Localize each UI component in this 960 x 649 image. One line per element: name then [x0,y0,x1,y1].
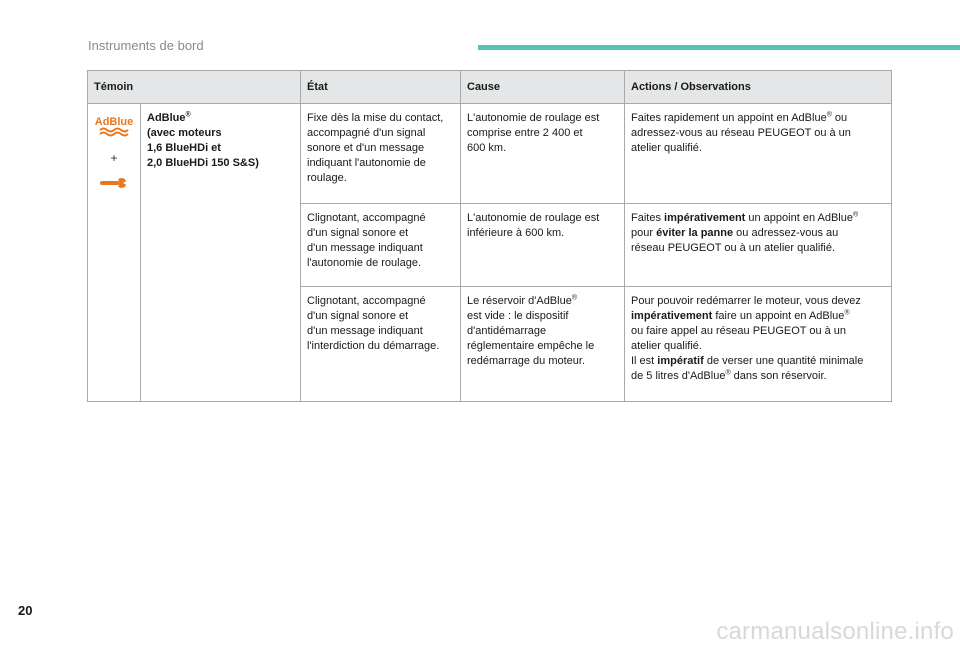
indicator-engine-2: 2,0 BlueHDi 150 S&S) [147,157,259,169]
cause-cell: Le réservoir d'AdBlue® est vide : le dispositif d'antidémarrage réglementaire empêche le redémarrage du moteur. [461,287,625,402]
section-title: Instruments de bord [88,38,204,53]
adblue-logo-text: AdBlue [94,116,134,128]
indicator-table [87,70,892,402]
adblue-warning-icon [94,115,134,137]
page-number: 20 [18,603,33,618]
state-cell: Clignotant, accompagné d'un signal sonore et d'un message indiquant l'autonomie de roulage. [301,204,461,287]
state-cell: Fixe dès la mise du contact, accompagné d'un signal sonore et d'un message indiquant l'autonomie de roulage. [301,104,461,204]
plus-sign: + [110,151,118,165]
column-header-etat: État [301,71,461,104]
action-cell: Faites impérativement un appoint en AdBlue® pour éviter la panne ou adressez-vous au réseau PEUGEOT ou à un atelier qualifié. [625,204,892,287]
column-header-actions: Actions / Observations [625,71,892,104]
indicator-name: AdBlue [147,112,186,124]
indicator-description: AdBlue® (avec moteurs 1,6 BlueHDi et 2,0 BlueHDi 150 S&S) [141,104,301,402]
action-cell: Faites rapidement un appoint en AdBlue® ou adressez-vous au réseau PEUGEOT ou à un atelier qualifié. [625,104,892,204]
table-row [88,104,892,204]
state-cell: Clignotant, accompagné d'un signal sonore et d'un message indiquant l'interdiction du démarrage. [301,287,461,402]
column-header-temoin: Témoin [88,71,301,104]
wrench-icon [98,176,130,190]
action-cell: Pour pouvoir redémarrer le moteur, vous devez impérativement faire un appoint en AdBlue® ou faire appel au réseau PEUGEOT ou à un atelier qualifié. Il est impératif de verser une quantité minimale de 5 litres d'AdBlue® dans son réservoir. [625,287,892,402]
table-header-row [88,71,892,104]
column-header-cause: Cause [461,71,625,104]
cause-cell: L'autonomie de roulage est inférieure à 600 km. [461,204,625,287]
header-accent-bar [478,45,960,50]
cause-cell: L'autonomie de roulage est comprise entre 2 400 et 600 km. [461,104,625,204]
indicator-qualifier: (avec moteurs [147,127,222,139]
indicator-icon-cell [88,104,141,402]
watermark: carmanualsonline.info [716,618,954,645]
indicator-engine-1: 1,6 BlueHDi et [147,142,221,154]
